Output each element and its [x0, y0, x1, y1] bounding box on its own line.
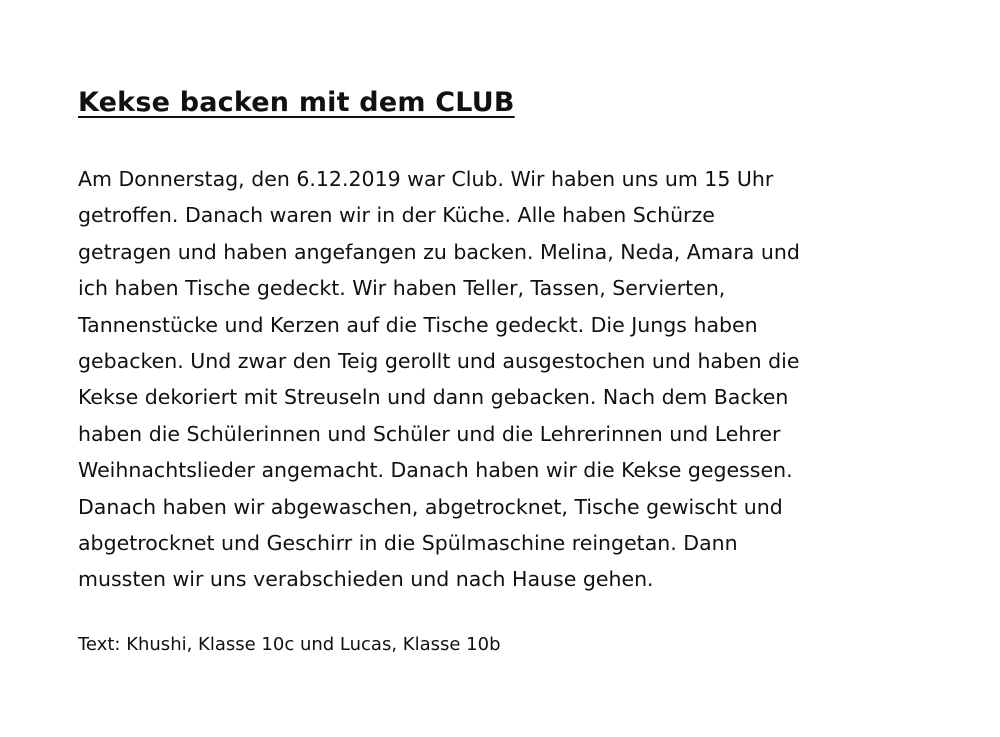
text-line: haben die Schülerinnen und Schüler und die Lehrerinnen und Lehrer [78, 421, 781, 446]
text-line: Kekse dekoriert mit Streuseln und dann gebacken. Nach dem Backen [78, 385, 789, 410]
text-line: mussten wir uns verabschieden und nach Hause gehen. [78, 567, 654, 592]
text-line: abgetrocknet und Geschirr in die Spülmaschine reingetan. Dann [78, 531, 738, 556]
text-line: ich haben Tische gedeckt. Wir haben Teller, Tassen, Servierten, [78, 276, 726, 301]
text-line: Danach haben wir abgewaschen, abgetrocknet, Tische gewischt und [78, 494, 783, 519]
body-text [78, 161, 938, 598]
text-line: Weihnachtslieder angemacht. Danach haben wir die Kekse gegessen. [78, 458, 793, 483]
text-line: Am Donnerstag, den 6.12.2019 war Club. Wir haben uns um 15 Uhr [78, 167, 774, 191]
text-line: getragen und haben angefangen zu backen. Melina, Neda, Amara und [78, 239, 800, 264]
text-line: Tannenstücke und Kerzen auf die Tische gedeckt. Die Jungs haben [78, 312, 758, 337]
document-title: Kekse backen mit dem CLUB [78, 87, 515, 118]
text-line: gebacken. Und zwar den Teig gerollt und ausgestochen und haben die [78, 349, 800, 374]
text-line: getroffen. Danach waren wir in der Küche. Alle haben Schürze [78, 203, 715, 228]
author-credit: Text: Khushi, Klasse 10c und Lucas, Klasse 10b [78, 634, 501, 655]
